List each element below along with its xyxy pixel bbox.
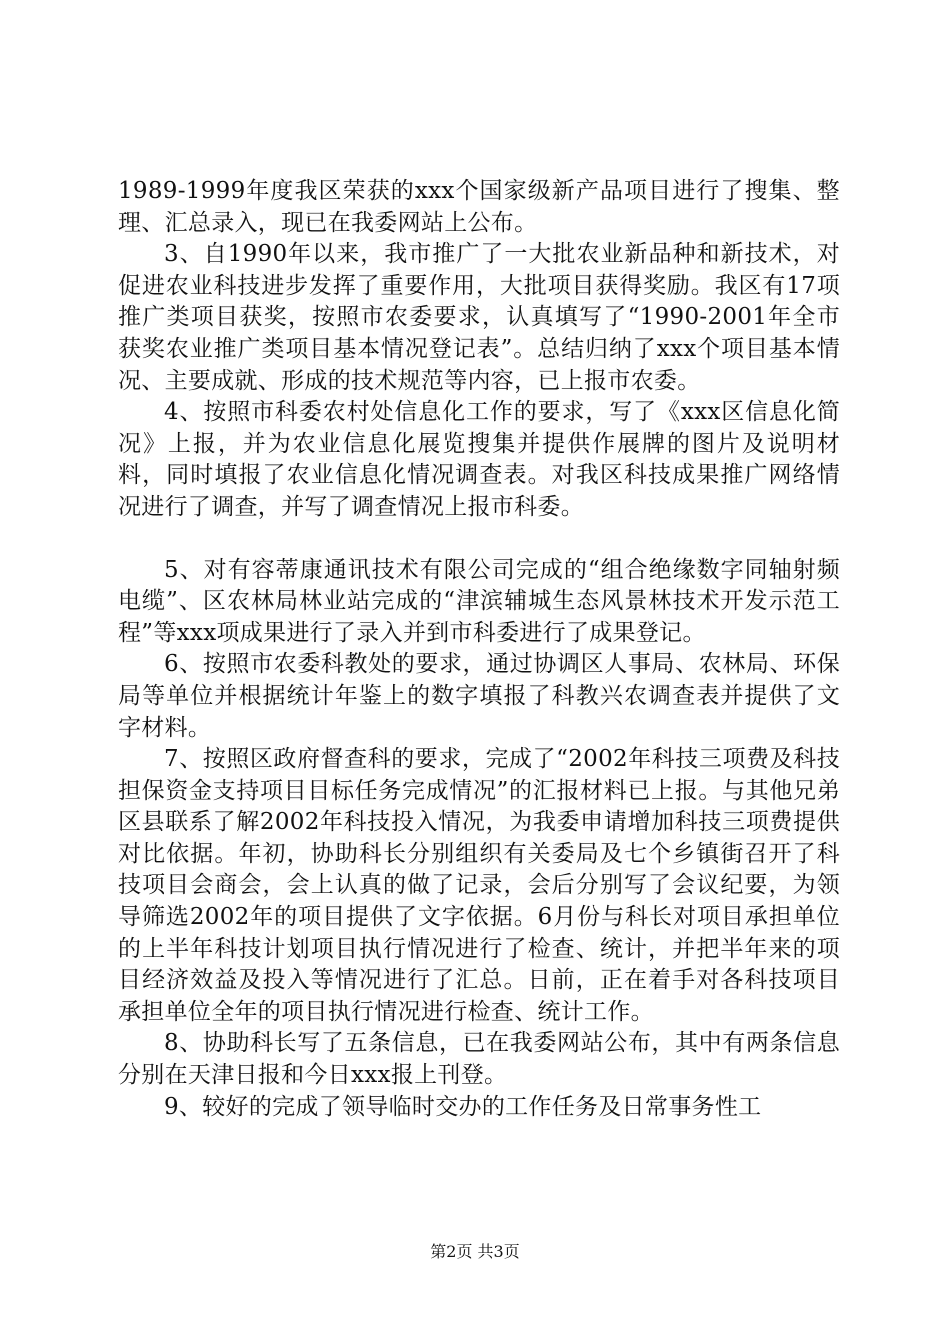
paragraph-item-6: 6、按照市农委科教处的要求，通过协调区人事局、农林局、环保局等单位并根据统计年鉴上的数字填报了科教兴农调查表并提供了文字材料。 xyxy=(118,651,840,741)
paragraph-continued: 1989-1999年度我区荣获的xxx个国家级新产品项目进行了搜集、整理、汇总录入，现已在我委网站上公布。 xyxy=(118,178,840,236)
paragraph-item-8: 8、协助科长写了五条信息，已在我委网站公布，其中有两条信息分别在天津日报和今日xxx报上刊登。 xyxy=(118,1030,840,1089)
paragraph-item-5: 5、对有容蒂康通讯技术有限公司完成的“组合绝缘数字同轴射频电缆”、区农林局林业站完成的“津滨辅城生态风景林技术开发示范工程”等xxx项成果进行了录入并到市科委进行了成果登记。 xyxy=(118,556,840,646)
paragraph-item-9: 9、较好的完成了领导临时交办的工作任务及日常事务性工 xyxy=(164,1093,762,1120)
body-text xyxy=(118,176,840,1123)
paragraph-item-3: 3、自1990年以来，我市推广了一大批农业新品种和新技术，对促进农业科技进步发挥了重要作用，大批项目获得奖励。我区有17项推广类项目获奖，按照市农委要求，认真填写了“1990-2001年全市获奖农业推广类项目基本情况登记表”。总结归纳了xxx个项目基本情况、主要成就、形成的技术规范等内容，已上报市农委。 xyxy=(118,241,840,394)
page-footer: 第2页 共3页 xyxy=(430,1242,520,1261)
paragraph-item-7: 7、按照区政府督查科的要求，完成了“2002年科技三项费及科技担保资金支持项目目标任务完成情况”的汇报材料已上报。与其他兄弟区县联系了解2002年科技投入情况，为我委申请增加科技三项费提供对比依据。年初，协助科长分别组织有关委局及七个乡镇街召开了科技项目会商会，会上认真的做了记录，会后分别写了会议纪要，为领导筛选2002年的项目提供了文字依据。6月份与科长对项目承担单位的上半年科技计划项目执行情况进行了检查、统计，并把半年来的项目经济效益及投入等情况进行了汇总。日前，正在着手对各科技项目承担单位全年的项目执行情况进行检查、统计工作。 xyxy=(118,746,840,1025)
paragraph-item-4: 4、按照市科委农村处信息化工作的要求，写了《xxx区信息化简况》上报，并为农业信息化展览搜集并提供作展牌的图片及说明材料，同时填报了农业信息化情况调查表。对我区科技成果推广网络情况进行了调查，并写了调查情况上报市科委。 xyxy=(118,399,840,520)
